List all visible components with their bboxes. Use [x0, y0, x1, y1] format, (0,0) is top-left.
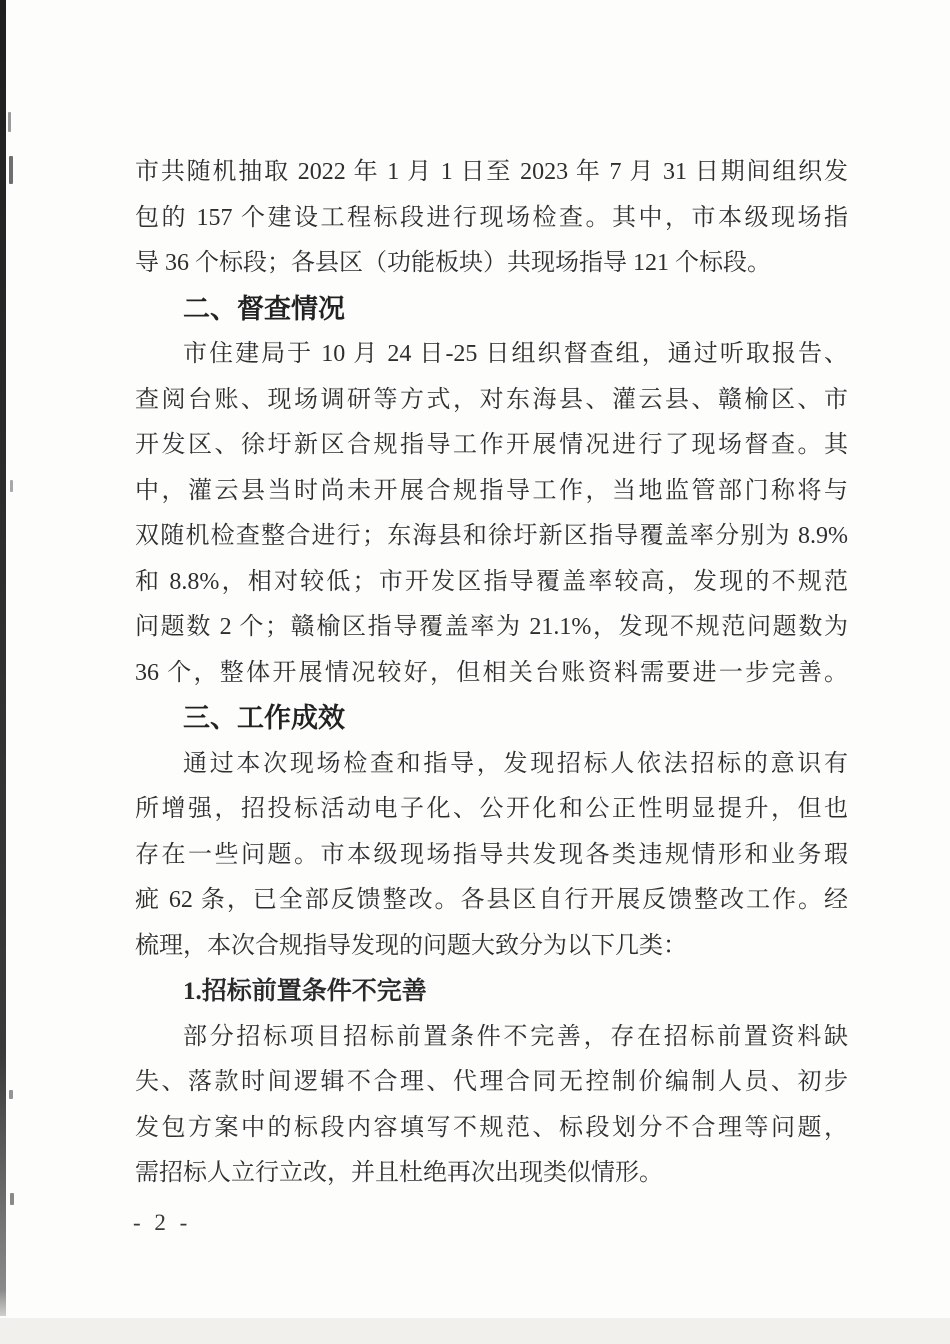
- text-line: 导 36 个标段；各县区（功能板块）共现场指导 121 个标段。: [135, 250, 771, 276]
- scan-speck: [10, 1193, 14, 1205]
- text-line: 问题数 2 个；赣榆区指导覆盖率为 21.1%，发现不规范问题数为: [135, 614, 848, 640]
- numbered-subheading: 1.招标前置条件不完善: [183, 978, 427, 1005]
- text-line: 双随机检查整合进行；东海县和徐圩新区指导覆盖率分别为 8.9%: [135, 523, 848, 549]
- scan-binding-edge: [0, 0, 6, 1316]
- document-body: [135, 150, 848, 1197]
- scan-shadow-bottom: [0, 1318, 950, 1344]
- text-line: 部分招标项目招标前置条件不完善，存在招标前置资料缺: [183, 1023, 848, 1050]
- text-line: 市共随机抽取 2022 年 1 月 1 日至 2023 年 7 月 31 日期间组织发: [135, 159, 848, 185]
- text-line: 通过本次现场检查和指导，发现招标人依法招标的意识有: [183, 750, 848, 777]
- text-line: 36 个，整体开展情况较好，但相关台账资料需要进一步完善。: [135, 659, 848, 686]
- text-line: 市住建局于 10 月 24 日-25 日组织督查组，通过听取报告、: [183, 341, 848, 367]
- text-line: 中，灌云县当时尚未开展合规指导工作，当地监管部门称将与: [135, 477, 848, 504]
- text-line: 包的 157 个建设工程标段进行现场检查。其中，市本级现场指: [135, 204, 848, 231]
- section-heading: 二、督查情况: [183, 293, 345, 324]
- text-line: 和 8.8%，相对较低；市开发区指导覆盖率较高，发现的不规范: [135, 568, 848, 595]
- section-heading: 三、工作成效: [183, 703, 345, 733]
- text-line: 发包方案中的标段内容填写不规范、标段划分不合理等问题，: [135, 1114, 848, 1141]
- text-line: 存在一些问题。市本级现场指导共发现各类违规情形和业务瑕: [135, 841, 848, 868]
- text-line: 开发区、徐圩新区合规指导工作开展情况进行了现场督查。其: [135, 432, 848, 458]
- scan-speck: [10, 480, 13, 492]
- text-line: 需招标人立行立改，并且杜绝再次出现类似情形。: [135, 1160, 663, 1186]
- scan-speck: [9, 1090, 13, 1099]
- text-line: 梳理，本次合规指导发现的问题大致分为以下几类：: [135, 932, 687, 959]
- scan-speck: [8, 112, 11, 132]
- text-line: 所增强，招投标活动电子化、公开化和公正性明显提升，但也: [135, 796, 848, 822]
- text-line: 查阅台账、现场调研等方式，对东海县、灌云县、赣榆区、市: [135, 386, 848, 413]
- page-number: - 2 -: [133, 1210, 192, 1235]
- text-line: 疵 62 条，已全部反馈整改。各县区自行开展反馈整改工作。经: [135, 887, 848, 913]
- scan-speck: [9, 156, 13, 184]
- text-line: 失、落款时间逻辑不合理、代理合同无控制价编制人员、初步: [135, 1069, 848, 1095]
